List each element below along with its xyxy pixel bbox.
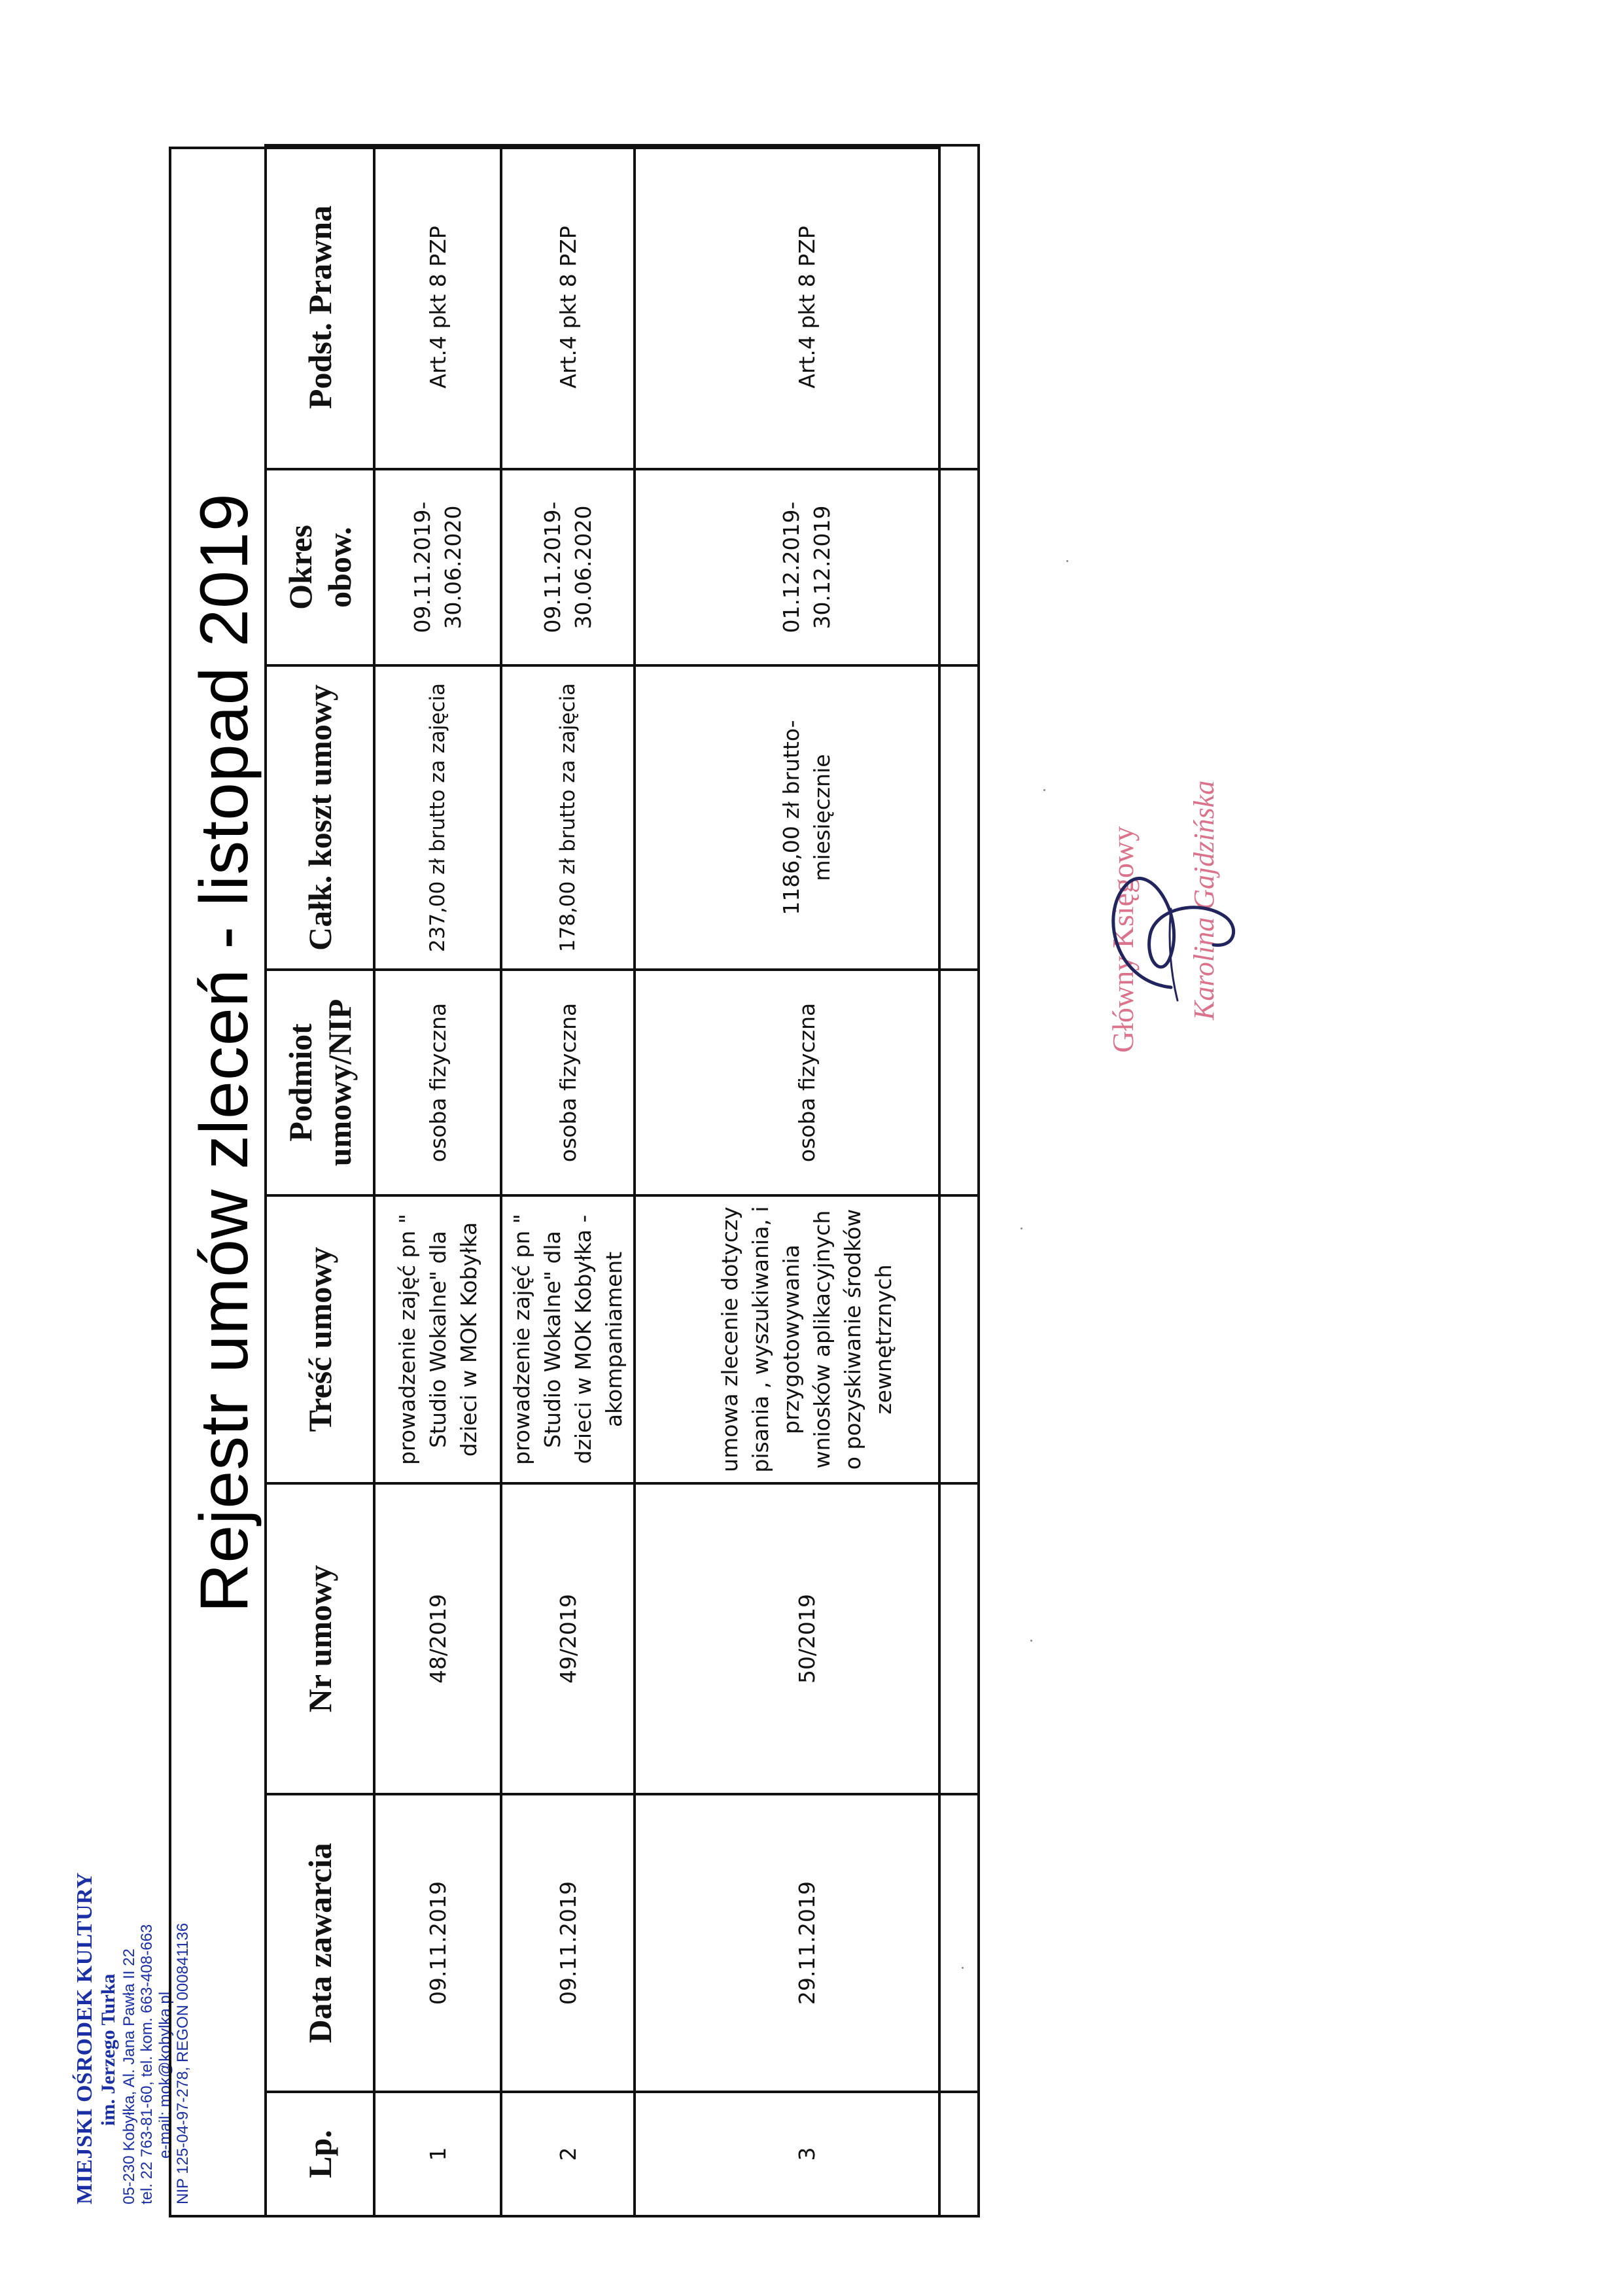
- cell-number: 49/2019: [501, 1483, 635, 1794]
- header-party-line2: umowy/NIP: [321, 998, 358, 1167]
- cost-line2: miesięcznie: [809, 754, 835, 881]
- stamp-organization: MIEJSKI OŚRODEK KULTURY: [73, 1872, 97, 2204]
- table-row: [635, 145, 979, 2216]
- cell-date: 09.11.2019: [501, 1794, 635, 2092]
- header-date: Data zawarcia: [266, 1794, 374, 2092]
- cell-lp: 3: [635, 2092, 979, 2216]
- header-period-line2: obow.: [321, 527, 358, 608]
- period-to: 30.12.2019: [809, 505, 835, 629]
- header-cost: Całk. koszt umowy: [266, 665, 374, 970]
- table-header-row: [266, 145, 374, 2216]
- stamp-address: 05-230 Kobyłka, Al. Jana Pawła II 22: [120, 1949, 138, 2204]
- header-party-line1: Podmiot: [282, 1023, 319, 1142]
- scan-speck: [1043, 789, 1045, 791]
- cell-number: 48/2019: [374, 1483, 501, 1794]
- cell-content: prowadzenie zajęć pn " Studio Wokalne" dla dzieci w MOK Kobyłka - akompaniament: [501, 1195, 635, 1483]
- cell-legal: Art.4 pkt 8 PZP: [635, 145, 979, 469]
- chief-accountant-signature-stamp: [1073, 686, 1269, 1079]
- header-party: [266, 970, 374, 1195]
- cell-date: 09.11.2019: [374, 1794, 501, 2092]
- cell-legal: Art.4 pkt 8 PZP: [501, 145, 635, 469]
- contracts-register-table: [264, 144, 980, 2217]
- header-number: Nr umowy: [266, 1483, 374, 1794]
- cell-lp: 1: [374, 2092, 501, 2216]
- header-period: [266, 469, 374, 665]
- cost-line1: 1186,00 zł brutto-: [778, 720, 804, 915]
- cell-period: [635, 469, 979, 665]
- cell-party: osoba fizyczna: [501, 970, 635, 1195]
- scan-speck: [1066, 560, 1068, 562]
- cell-period: [374, 469, 501, 665]
- cell-party: osoba fizyczna: [635, 970, 979, 1195]
- period-from: 01.12.2019-: [778, 501, 804, 633]
- document-title: Rejestr umów zleceń - listopad 2019: [186, 493, 262, 1613]
- stamp-ids: NIP 125-04-97-278, REGON 000841136: [174, 1922, 192, 2204]
- stamp-email: e-mail: mok@kobylka.pl: [156, 1991, 174, 2159]
- scan-speck: [1021, 1227, 1022, 1229]
- cell-lp: 2: [501, 2092, 635, 2216]
- stamp-patron: im. Jerzego Turka: [97, 1973, 120, 2126]
- cell-number: 50/2019: [635, 1483, 979, 1794]
- cell-date: 29.11.2019: [635, 1794, 979, 2092]
- signature-title: Główny Księgowy: [1106, 826, 1140, 1053]
- period-to: 30.06.2020: [570, 505, 596, 629]
- period-from: 09.11.2019-: [410, 501, 435, 633]
- cell-period: [501, 469, 635, 665]
- header-period-line1: Okres: [282, 525, 319, 610]
- cell-content: prowadzenie zajęć pn " Studio Wokalne" dla dzieci w MOK Kobyłka: [374, 1195, 501, 1483]
- stamp-phones: tel. 22 763-81-60, tel. kom. 663-408-663: [138, 1924, 156, 2204]
- cell-content: umowa zlecenie dotyczy pisania , wyszukiwania, i przygotowywania wniosków aplikacyjnych o pozyskiwanie środków zewnętrznych: [635, 1195, 979, 1483]
- signature-name: Karolina Gajdzińska: [1188, 780, 1220, 1020]
- period-to: 30.06.2020: [440, 505, 466, 629]
- table-row: [501, 145, 635, 2216]
- header-lp: Lp.: [266, 2092, 374, 2216]
- cell-cost: 178,00 zł brutto za zajęcia: [501, 665, 635, 970]
- cell-legal: Art.4 pkt 8 PZP: [374, 145, 501, 469]
- handwritten-signature-icon: [1073, 686, 1269, 1079]
- header-legal: Podst. Prawna: [266, 145, 374, 469]
- scan-speck: [962, 1967, 964, 1969]
- header-content: Treść umowy: [266, 1195, 374, 1483]
- table-row: [374, 145, 501, 2216]
- cell-party: osoba fizyczna: [374, 970, 501, 1195]
- scan-speck: [1030, 1640, 1032, 1642]
- cell-cost: 237,00 zł brutto za zajęcia: [374, 665, 501, 970]
- cell-cost: [635, 665, 979, 970]
- period-from: 09.11.2019-: [540, 501, 565, 633]
